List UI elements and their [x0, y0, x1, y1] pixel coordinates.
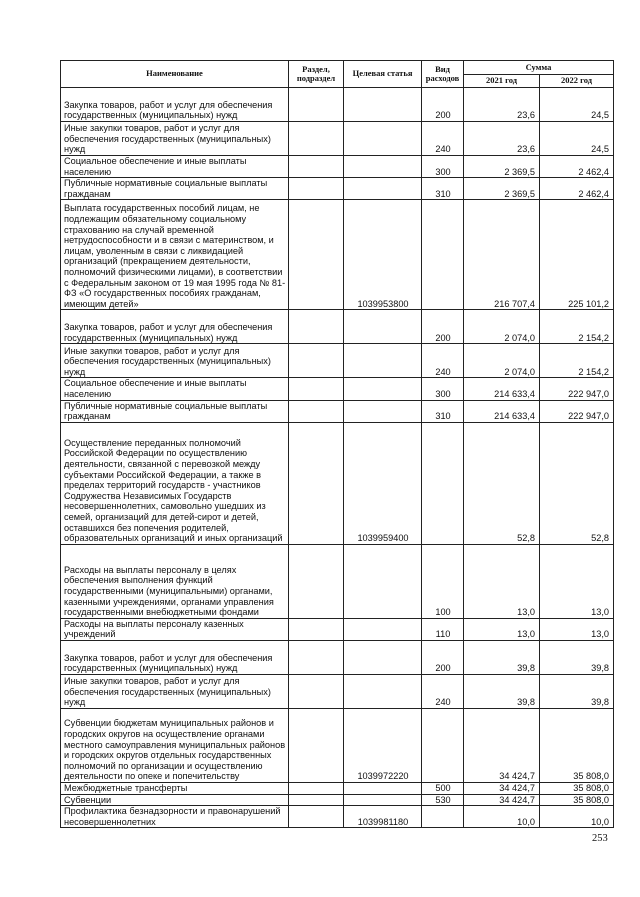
table-header-row [61, 61, 614, 75]
row-target-article [344, 122, 422, 156]
header-year-2021: 2021 год [464, 75, 540, 88]
row-target-article: 1039953800 [344, 200, 422, 310]
row-name: Закупка товаров, работ и услуг для обеспечения государственных (муниципальных) нужд [61, 88, 289, 122]
table-row [61, 806, 614, 828]
row-section [289, 378, 344, 400]
row-target-article [344, 674, 422, 708]
row-expense-type: 310 [422, 400, 464, 422]
table-row [61, 122, 614, 156]
table-row [61, 544, 614, 618]
row-expense-type [422, 200, 464, 310]
row-section [289, 640, 344, 674]
row-target-article: 1039981180 [344, 806, 422, 828]
row-amount-2021: 52,8 [464, 422, 540, 544]
row-target-article [344, 544, 422, 618]
row-amount-2022: 13,0 [540, 544, 614, 618]
row-name: Расходы на выплаты персоналу казенных учреждений [61, 618, 289, 640]
row-section [289, 794, 344, 806]
budget-table [60, 60, 614, 828]
row-amount-2022: 39,8 [540, 674, 614, 708]
row-section [289, 88, 344, 122]
row-amount-2021: 23,6 [464, 122, 540, 156]
row-expense-type: 200 [422, 640, 464, 674]
row-amount-2021: 39,8 [464, 674, 540, 708]
header-type: Вид расходов [422, 61, 464, 88]
row-expense-type [422, 422, 464, 544]
row-expense-type: 110 [422, 618, 464, 640]
row-expense-type: 310 [422, 178, 464, 200]
row-name: Межбюджетные трансферты [61, 782, 289, 794]
row-name: Иные закупки товаров, работ и услуг для обеспечения государственных (муниципальных) нужд [61, 674, 289, 708]
row-name: Иные закупки товаров, работ и услуг для обеспечения государственных (муниципальных) нужд [61, 122, 289, 156]
row-name: Профилактика безнадзорности и правонарушений несовершеннолетних [61, 806, 289, 828]
row-expense-type: 300 [422, 156, 464, 178]
row-name: Осуществление переданных полномочий Российской Федерации по осуществлению деятельности, связанной с перевозкой между субъектами Российской Федерации, а также в пределах территорий государств - участников Содружества Независимых Государств несовершеннолетних, самовольно ушедших из семей, организаций для детей-сирот и детей, оставшихся без попечения родителей, образовательных организаций и иных организаций [61, 422, 289, 544]
row-amount-2022: 24,5 [540, 88, 614, 122]
row-section [289, 122, 344, 156]
row-amount-2021: 34 424,7 [464, 794, 540, 806]
table-row [61, 782, 614, 794]
row-section [289, 200, 344, 310]
row-target-article [344, 378, 422, 400]
row-amount-2022: 225 101,2 [540, 200, 614, 310]
row-amount-2022: 35 808,0 [540, 708, 614, 782]
row-amount-2021: 214 633,4 [464, 378, 540, 400]
row-target-article [344, 310, 422, 344]
row-name: Расходы на выплаты персоналу в целях обеспечения выполнения функций государственными (муниципальными) органами, казенными учреждениями, органами управления государственными внебюджетными фондами [61, 544, 289, 618]
row-amount-2022: 35 808,0 [540, 794, 614, 806]
header-sum: Сумма [464, 61, 614, 75]
row-section [289, 422, 344, 544]
row-amount-2021: 34 424,7 [464, 708, 540, 782]
row-amount-2021: 216 707,4 [464, 200, 540, 310]
row-target-article [344, 178, 422, 200]
row-section [289, 782, 344, 794]
row-target-article [344, 618, 422, 640]
table-row [61, 378, 614, 400]
row-section [289, 400, 344, 422]
table-row [61, 88, 614, 122]
row-amount-2022: 52,8 [540, 422, 614, 544]
row-amount-2021: 34 424,7 [464, 782, 540, 794]
table-row [61, 344, 614, 378]
row-amount-2022: 39,8 [540, 640, 614, 674]
table-row [61, 178, 614, 200]
table-body [61, 88, 614, 828]
row-section [289, 156, 344, 178]
row-expense-type: 300 [422, 378, 464, 400]
row-amount-2022: 2 154,2 [540, 310, 614, 344]
row-amount-2022: 13,0 [540, 618, 614, 640]
row-section [289, 344, 344, 378]
row-amount-2022: 2 154,2 [540, 344, 614, 378]
header-name: Наименование [61, 61, 289, 88]
row-amount-2021: 10,0 [464, 806, 540, 828]
row-amount-2022: 2 462,4 [540, 178, 614, 200]
row-section [289, 544, 344, 618]
table-row [61, 400, 614, 422]
page-number: 253 [592, 833, 608, 844]
row-name: Публичные нормативные социальные выплаты гражданам [61, 400, 289, 422]
row-expense-type [422, 806, 464, 828]
row-expense-type: 100 [422, 544, 464, 618]
table-row [61, 674, 614, 708]
row-expense-type: 500 [422, 782, 464, 794]
row-amount-2021: 2 074,0 [464, 310, 540, 344]
row-target-article [344, 400, 422, 422]
row-expense-type [422, 708, 464, 782]
header-target: Целевая статья [344, 61, 422, 88]
budget-sheet [60, 60, 613, 828]
row-amount-2022: 222 947,0 [540, 400, 614, 422]
row-expense-type: 530 [422, 794, 464, 806]
row-amount-2022: 10,0 [540, 806, 614, 828]
row-name: Закупка товаров, работ и услуг для обеспечения государственных (муниципальных) нужд [61, 310, 289, 344]
row-name: Выплата государственных пособий лицам, не подлежащим обязательному социальному страхованию на случай временной нетрудоспособности и в связи с материнством, и лицам, уволенным в связи с ликвидацией организаций (прекращением деятельности, полномочий физическими лицами), в соответствии с Федеральным законом от 19 мая 1995 года № 81-ФЗ «О государственных пособиях гражданам, имеющим детей» [61, 200, 289, 310]
row-expense-type: 200 [422, 88, 464, 122]
row-amount-2021: 2 369,5 [464, 156, 540, 178]
table-row [61, 422, 614, 544]
row-name: Закупка товаров, работ и услуг для обеспечения государственных (муниципальных) нужд [61, 640, 289, 674]
row-section [289, 806, 344, 828]
row-target-article [344, 88, 422, 122]
header-section: Раздел, подраздел [289, 61, 344, 88]
row-amount-2021: 13,0 [464, 544, 540, 618]
table-row [61, 640, 614, 674]
row-target-article [344, 782, 422, 794]
row-target-article [344, 640, 422, 674]
row-amount-2022: 35 808,0 [540, 782, 614, 794]
row-target-article: 1039972220 [344, 708, 422, 782]
row-amount-2021: 2 074,0 [464, 344, 540, 378]
table-row [61, 708, 614, 782]
row-name: Публичные нормативные социальные выплаты гражданам [61, 178, 289, 200]
row-amount-2021: 39,8 [464, 640, 540, 674]
row-name: Социальное обеспечение и иные выплаты населению [61, 156, 289, 178]
row-name: Социальное обеспечение и иные выплаты населению [61, 378, 289, 400]
row-section [289, 310, 344, 344]
row-target-article [344, 156, 422, 178]
row-amount-2022: 2 462,4 [540, 156, 614, 178]
row-expense-type: 240 [422, 674, 464, 708]
table-row [61, 156, 614, 178]
row-target-article: 1039959400 [344, 422, 422, 544]
row-amount-2021: 13,0 [464, 618, 540, 640]
table-row [61, 200, 614, 310]
row-target-article [344, 344, 422, 378]
row-expense-type: 240 [422, 344, 464, 378]
row-amount-2021: 2 369,5 [464, 178, 540, 200]
table-row [61, 794, 614, 806]
row-section [289, 178, 344, 200]
row-expense-type: 200 [422, 310, 464, 344]
row-amount-2022: 24,5 [540, 122, 614, 156]
row-section [289, 618, 344, 640]
row-amount-2021: 23,6 [464, 88, 540, 122]
row-name: Субвенции бюджетам муниципальных районов и городских округов на осуществление органами местного самоуправления муниципальных районов и городских округов отдельных государственных полномочий по организации и осуществлению деятельности по опеке и попечительству [61, 708, 289, 782]
row-target-article [344, 794, 422, 806]
row-amount-2022: 222 947,0 [540, 378, 614, 400]
table-row [61, 310, 614, 344]
header-year-2022: 2022 год [540, 75, 614, 88]
row-name: Субвенции [61, 794, 289, 806]
row-name: Иные закупки товаров, работ и услуг для обеспечения государственных (муниципальных) нужд [61, 344, 289, 378]
row-section [289, 674, 344, 708]
row-section [289, 708, 344, 782]
row-amount-2021: 214 633,4 [464, 400, 540, 422]
row-expense-type: 240 [422, 122, 464, 156]
table-row [61, 618, 614, 640]
